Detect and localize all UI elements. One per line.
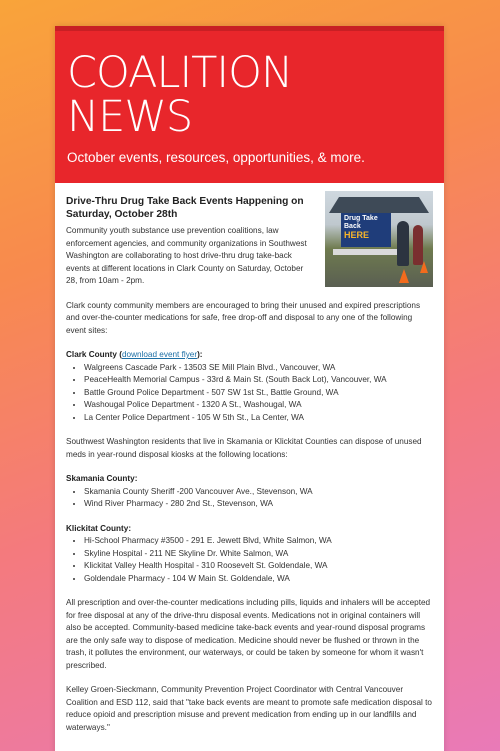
list-item: • Battle Ground Police Department - 507 SW 1st St., Battle Ground, WA <box>84 387 433 400</box>
quote-paragraph: Kelley Groen-Sieckmann, Community Prevention Project Coordinator with Central Vancouver Coalition and ESD 112, said that "take back events are meant to promote safe medication disposal to reduce opioid and prescription misuse and prevent medication from ending up in our landfills and waterways." <box>66 685 432 732</box>
traffic-cone <box>399 269 409 283</box>
list-item: • Skyline Hospital - 211 NE Skyline Dr. White Salmon, WA <box>84 548 433 561</box>
traffic-cone <box>420 261 428 273</box>
article-body <box>55 183 444 734</box>
clark-sites-list <box>84 362 433 425</box>
event-photo <box>325 191 433 287</box>
list-item: • Skamania County Sheriff -200 Vancouver Ave., Stevenson, WA <box>84 486 433 499</box>
clark-county-heading <box>66 349 433 362</box>
sign-text: Drug Take Back <box>344 215 378 230</box>
klickitat-county-heading: Klickitat County: <box>66 523 132 533</box>
skamania-county-heading: Skamania County: <box>66 474 138 483</box>
newsletter-subtitle: October events, resources, opportunities, & more. <box>67 150 365 165</box>
body-paragraph: Clark county community members are encouraged to bring their unused and expired prescriptions and over-the-counter medications for safe, free drop-off and disposal to any one of the following event sites: <box>66 300 421 335</box>
list-item: • Klickitat Valley Health Hospital - 310 Roosevelt St. Goldendale, WA <box>84 560 433 573</box>
list-item: • Goldendale Pharmacy - 104 W Main St. Goldendale, WA <box>84 573 433 586</box>
list-item: • Hi-School Pharmacy #3500 - 291 E. Jewett Blvd, White Salmon, WA <box>84 535 433 548</box>
article-intro <box>66 195 433 288</box>
skamania-sites-list <box>84 486 433 511</box>
volunteer-figure <box>397 221 409 266</box>
clark-county-label: Clark County <box>66 350 117 359</box>
title-line-2: NEWS <box>67 92 193 142</box>
body-paragraph: All prescription and over-the-counter medications including pills, liquids and inhalers will be accepted for free disposal at any of the drive-thru disposal events. Medications not in original containers will also be accepted. Community-based medicine take-back events and year-round disposal programs are the only safe way to dispose of medication. Medicine should never be flushed or thrown in the trash, it pollutes the environment, our waterways, or could be taken by someone for whom it wasn't prescribed. <box>66 598 431 670</box>
volunteer-figure <box>413 225 423 265</box>
list-item: • La Center Police Department - 105 W 5th St., La Center, WA <box>84 412 433 425</box>
list-item: • Walgreens Cascade Park - 13503 SE Mill Plain Blvd., Vancouver, WA <box>84 362 433 375</box>
take-back-sign <box>341 213 391 247</box>
intro-text-block <box>66 195 315 288</box>
sign-here-text: HERE <box>344 230 370 240</box>
klickitat-sites-list <box>84 535 433 585</box>
title-line-1: COALITION <box>67 48 293 98</box>
tent-canopy <box>329 197 429 213</box>
intro-paragraph: Community youth substance use prevention coalitions, law enforcement agencies, and community organizations in Southwest Washington are collaborating to host drive-thru drug take-back events at different locations in Clark County on Saturday, October 28, from 10am - 2pm. <box>66 226 307 285</box>
list-item: • Wind River Pharmacy - 280 2nd St., Stevenson, WA <box>84 498 433 511</box>
download-flyer-link[interactable]: download event flyer <box>121 350 198 359</box>
article-headline: Drive-Thru Drug Take Back Events Happening on Saturday, October 28th <box>66 196 304 220</box>
link-paren-close: ): <box>197 350 203 359</box>
list-item: • PeaceHealth Memorial Campus - 33rd & Main St. (South Back Lot), Vancouver, WA <box>84 374 433 387</box>
newsletter-title <box>67 48 432 142</box>
event-table <box>333 249 403 255</box>
link-paren-open: ( <box>116 350 122 359</box>
body-paragraph: Southwest Washington residents that live in Skamania or Klickitat Counties can dispose of unused meds in year-round disposal kiosks at the following locations: <box>66 437 422 459</box>
header-banner <box>55 31 444 183</box>
newsletter-card <box>55 26 444 751</box>
list-item: • Washougal Police Department - 1320 A St., Washougal, WA <box>84 399 433 412</box>
